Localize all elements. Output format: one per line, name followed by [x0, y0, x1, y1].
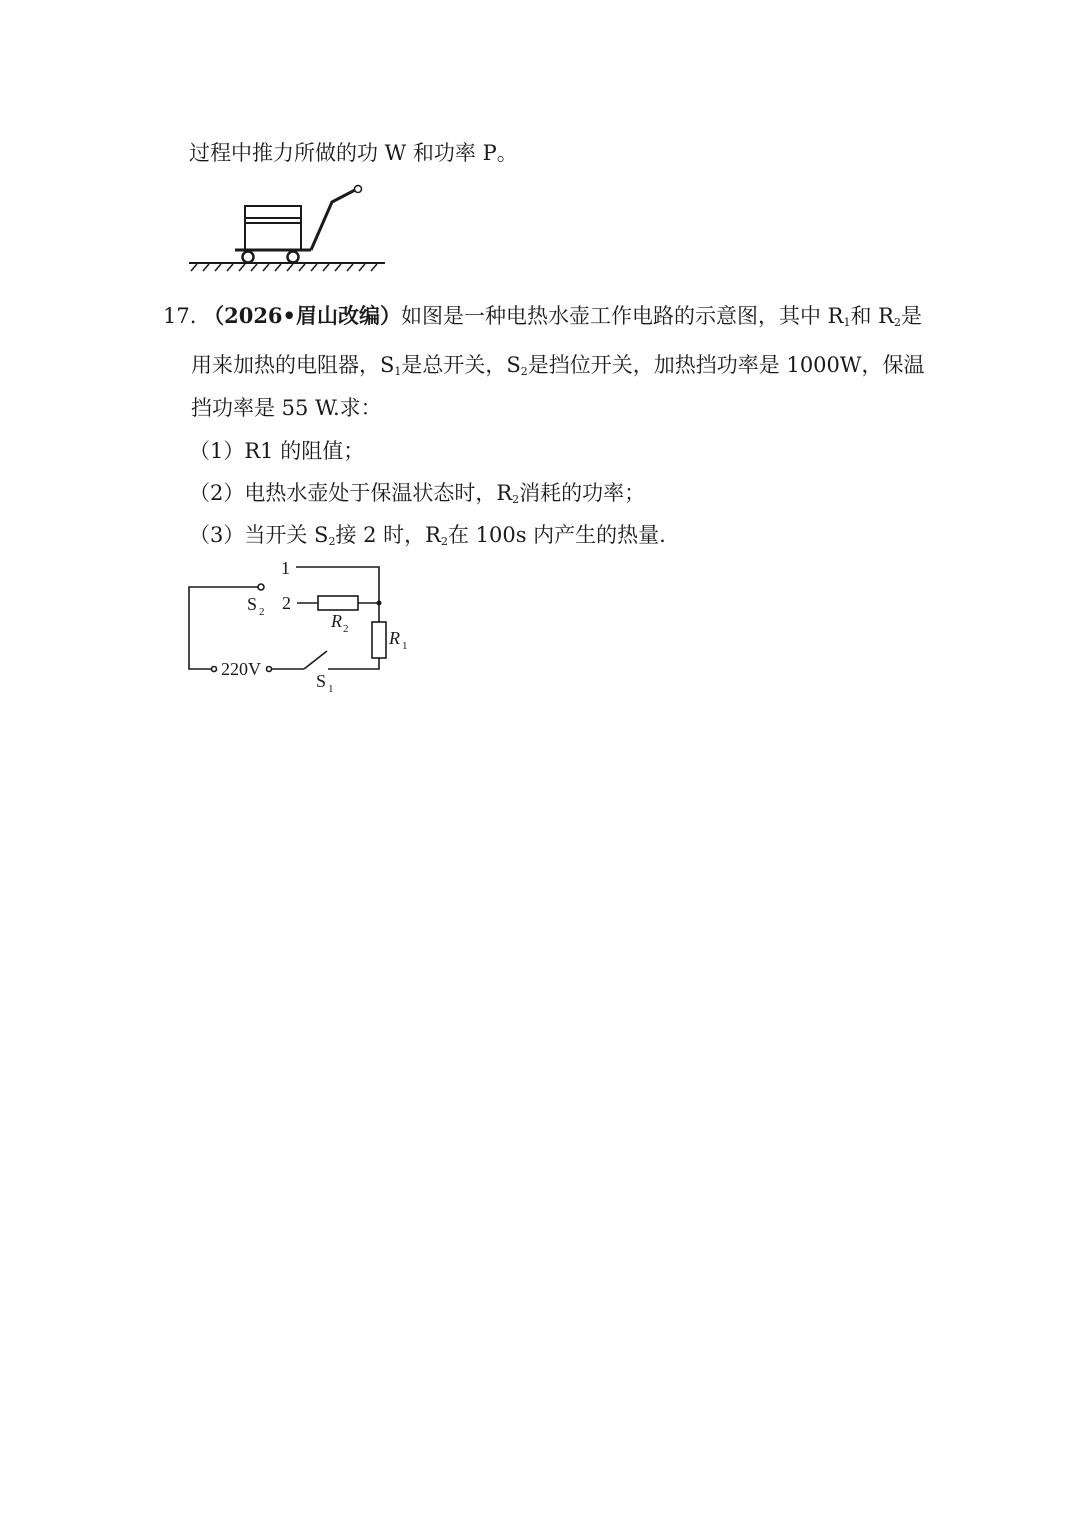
prev-problem-text: [189, 139, 518, 167]
question-3-c: 在 100s 内产生的热量.: [447, 523, 666, 547]
s1-label: S: [316, 671, 327, 691]
resistor-r1: [372, 622, 386, 658]
line2-s1-subscript: 1: [394, 365, 402, 378]
s2-subscript: 2: [259, 606, 265, 618]
cart-handle-knob: [355, 186, 362, 193]
ground-hatching: [191, 264, 377, 271]
line3: 挡功率是 55 W.求：: [191, 396, 382, 420]
question-2-a: （2）电热水壶处于保温状态时，R: [189, 481, 513, 505]
r1-label: R: [389, 628, 400, 648]
s2-pivot: [258, 584, 264, 590]
question-1: [189, 437, 364, 465]
r1-subscript: 1: [402, 640, 408, 652]
problem-17-line-3: [191, 394, 382, 422]
question-3-a: （3）当开关 S: [189, 523, 329, 547]
cart-handle: [311, 190, 355, 250]
problem-17-line-1: [163, 302, 922, 337]
voltage-label: 220V: [221, 659, 261, 679]
wire-terminal-1: [296, 567, 379, 603]
circuit-diagram: [180, 555, 420, 700]
cart-figure: [185, 182, 390, 272]
r2-label: R: [331, 611, 342, 631]
line2-b: 是总开关，S: [401, 353, 521, 377]
question-1-text: （1）R1 的阻值；: [189, 439, 365, 463]
problem-source: （2026•眉山改编）: [203, 303, 401, 328]
resistor-r2: [318, 596, 358, 610]
junction-dot: [377, 601, 382, 606]
intro-r2-subscript: 2: [893, 316, 901, 329]
question-3-subscript-1: 2: [328, 535, 336, 548]
s1-subscript: 1: [328, 683, 334, 695]
terminal-1-label: 1: [281, 558, 290, 578]
r2-subscript: 2: [343, 623, 349, 635]
question-3-b: 接 2 时，R: [335, 523, 441, 547]
question-3: [189, 521, 666, 556]
switch-s1-blade: [304, 651, 327, 669]
problem-number: 17.: [163, 304, 197, 328]
question-2-b: 消耗的功率；: [519, 481, 646, 505]
question-2-subscript: 2: [512, 493, 520, 506]
cart-wheel-left: [243, 252, 254, 263]
line2-a: 用来加热的电阻器，S: [191, 353, 395, 377]
s2-label: S: [247, 594, 258, 614]
wire-r1-bottom: [328, 658, 379, 669]
cart-box: [245, 206, 301, 250]
intro-r1-subscript: 1: [843, 316, 851, 329]
problem-intro-c: 是: [900, 304, 922, 328]
line2-c: 是挡位开关，加热挡功率是 1000W，保温: [527, 353, 925, 377]
terminal-220v-left: [212, 667, 217, 672]
question-2: [189, 479, 645, 514]
prev-problem-tail: 过程中推力所做的功 W 和功率 P。: [189, 141, 518, 165]
problem-17-line-2: [191, 351, 924, 386]
problem-intro-b: 和 R: [850, 304, 894, 328]
problem-intro-a: 如图是一种电热水壶工作电路的示意图，其中 R: [400, 304, 844, 328]
terminal-220v-right: [267, 667, 272, 672]
terminal-2-label: 2: [282, 593, 291, 613]
line2-s2-subscript: 2: [520, 365, 528, 378]
cart-wheel-right: [288, 252, 299, 263]
question-3-subscript-2: 2: [440, 535, 448, 548]
